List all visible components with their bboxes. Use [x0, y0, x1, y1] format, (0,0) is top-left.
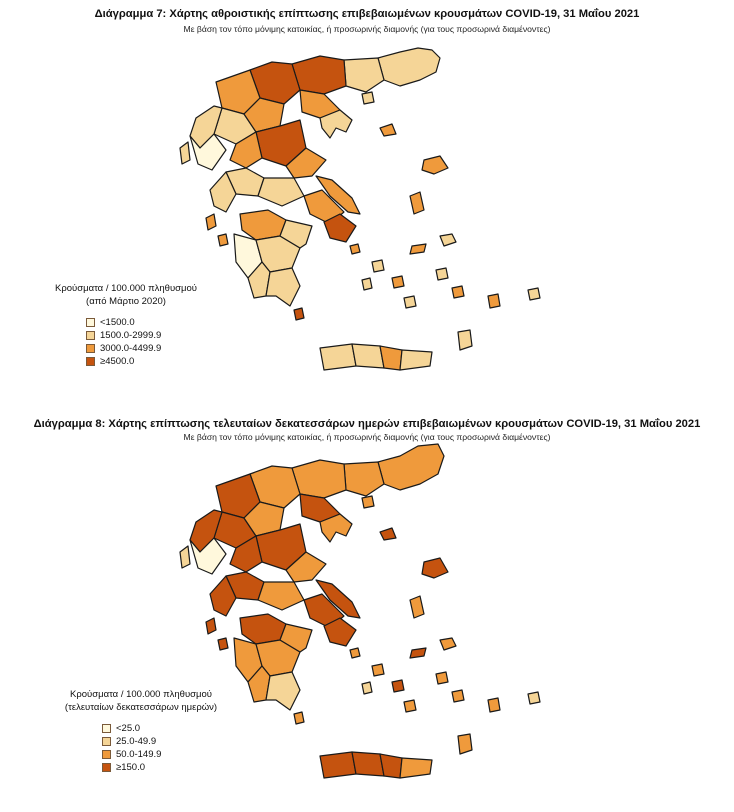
- region: [320, 752, 356, 778]
- region: [436, 672, 448, 684]
- region: [422, 558, 448, 578]
- legend-swatch: [102, 750, 111, 759]
- legend-title-line1: Κρούσματα / 100.000 πληθυσμού: [70, 689, 212, 700]
- region: [350, 648, 360, 658]
- region: [294, 712, 304, 724]
- legend-item: [102, 735, 236, 748]
- region: [404, 700, 416, 712]
- legend-swatch: [102, 724, 111, 733]
- region: [344, 462, 384, 496]
- region: [266, 672, 300, 710]
- region: [362, 496, 374, 508]
- legend-label: 1500.0-2999.9: [100, 330, 162, 341]
- region: [528, 692, 540, 704]
- region: [378, 444, 444, 490]
- region: [180, 546, 190, 568]
- legend-label: <25.0: [116, 723, 141, 734]
- legend-label: ≥150.0: [116, 762, 145, 773]
- diagram-7-title: Διάγραμμα 7: Χάρτης αθροιστικής επίπτωσης επιβεβαιωμένων κρουσμάτων COVID-19, 31 Μαΐου 2021: [94, 8, 640, 20]
- region: [380, 754, 402, 778]
- diagram-8-title: Διάγραμμα 8: Χάρτης επίπτωσης τελευταίων δεκατεσσάρων ημερών επιβεβαιωμένων κρουσμάτων COVID-19, 31 Μαΐου 2021: [33, 418, 701, 430]
- region: [372, 664, 384, 676]
- legend-title-line2: (τελευταίων δεκατεσσάρων ημερών): [64, 702, 218, 713]
- legend-title-line2: (από Μάρτιο 2020): [86, 296, 166, 307]
- region: [410, 648, 426, 658]
- legend-title-line1: Κρούσματα / 100.000 πληθυσμού: [55, 283, 197, 294]
- diagram-7-subtitle: Με βάση τον τόπο μόνιμης κατοικίας, ή προσωρινής διαμονής (για τους προσωρινά διαμένοντες): [183, 24, 551, 34]
- legend-label: 50.0-149.9: [116, 749, 162, 760]
- region: [458, 734, 472, 754]
- region: [218, 638, 228, 650]
- legend-14-days: [46, 688, 236, 774]
- legend-swatch: [102, 763, 111, 772]
- legend-item: [102, 761, 236, 774]
- region: [352, 752, 384, 776]
- legend-label: ≥4500.0: [100, 356, 135, 367]
- legend-label: <1500.0: [100, 317, 135, 328]
- legend-items: [102, 722, 236, 774]
- region: [400, 758, 432, 778]
- region: [452, 690, 464, 702]
- region: [488, 698, 500, 712]
- region: [440, 638, 456, 650]
- legend-swatch: [102, 737, 111, 746]
- region: [258, 582, 304, 610]
- legend-title: [46, 688, 236, 714]
- legend-label: 3000.0-4499.9: [100, 343, 162, 354]
- legend-item: [102, 748, 236, 761]
- region: [240, 614, 286, 644]
- region: [362, 682, 372, 694]
- region: [380, 528, 396, 540]
- legend-label: 25.0-49.9: [116, 736, 157, 747]
- region: [392, 680, 404, 692]
- region: [206, 618, 216, 634]
- legend-item: [102, 722, 236, 735]
- diagram-8-subtitle: Με βάση τον τόπο μόνιμης κατοικίας, ή προσωρινής διαμονής (για τους προσωρινά διαμένοντες): [183, 432, 551, 442]
- region: [410, 596, 424, 618]
